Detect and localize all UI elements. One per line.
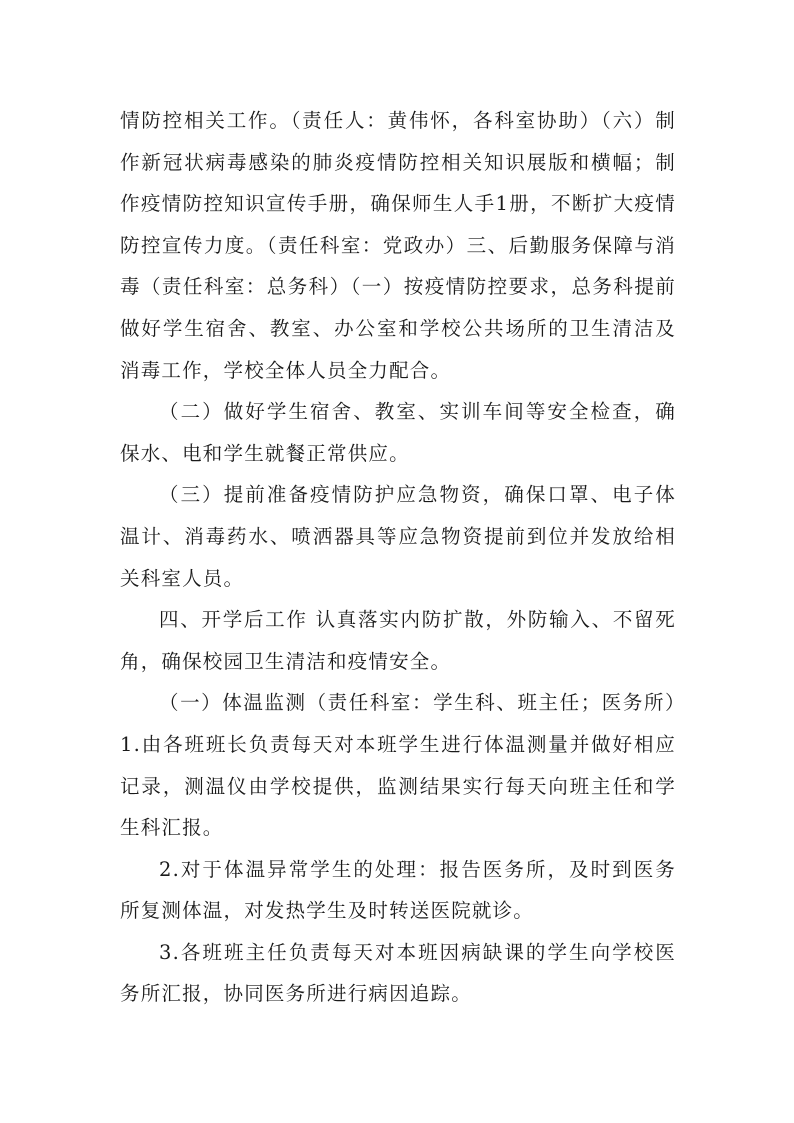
paragraph-absence-reporting: 3.各班班主任负责每天对本班因病缺课的学生向学校医务所汇报，协同医务所进行病因追踪。 xyxy=(120,940,676,1006)
paragraph-abnormal-temperature: 2.对于体温异常学生的处理：报告医务所，及时到医务所复测体温，对发热学生及时转送医院就诊。 xyxy=(120,857,676,923)
paragraph-safety-check: （二）做好学生宿舍、教室、实训车间等安全检查，确保水、电和学生就餐正常供应。 xyxy=(120,400,676,465)
paragraph-section-four-heading: 四、开学后工作 认真落实内防扩散，外防输入、不留死角，确保校园卫生清洁和疫情安全。 xyxy=(120,608,676,673)
paragraph-emergency-supplies: （三）提前准备疫情防护应急物资，确保口罩、电子体温计、消毒药水、喷洒器具等应急物资提前到位并发放给相关科室人员。 xyxy=(120,483,676,590)
paragraph-temperature-monitoring: （一）体温监测（责任科室：学生科、班主任；医务所）1.由各班班长负责每天对本班学生进行体温测量并做好相应记录，测温仪由学校提供，监测结果实行每天向班主任和学生科汇报。 xyxy=(120,691,676,840)
paragraph-continuation: 情防控相关工作。（责任人：黄伟怀，各科室协助）（六）制作新冠状病毒感染的肺炎疫情防控相关知识展版和横幅；制作疫情防控知识宣传手册，确保师生人手1册，不断扩大疫情防控宣传力度。（责任科室：党政办）三、后勤服务保障与消毒（责任科室：总务科）（一）按疫情防控要求，总务科提前做好学生宿舍、教室、办公室和学校公共场所的卫生清洁及消毒工作，学校全体人员全力配合。 xyxy=(120,109,676,382)
document-body xyxy=(120,100,676,1015)
